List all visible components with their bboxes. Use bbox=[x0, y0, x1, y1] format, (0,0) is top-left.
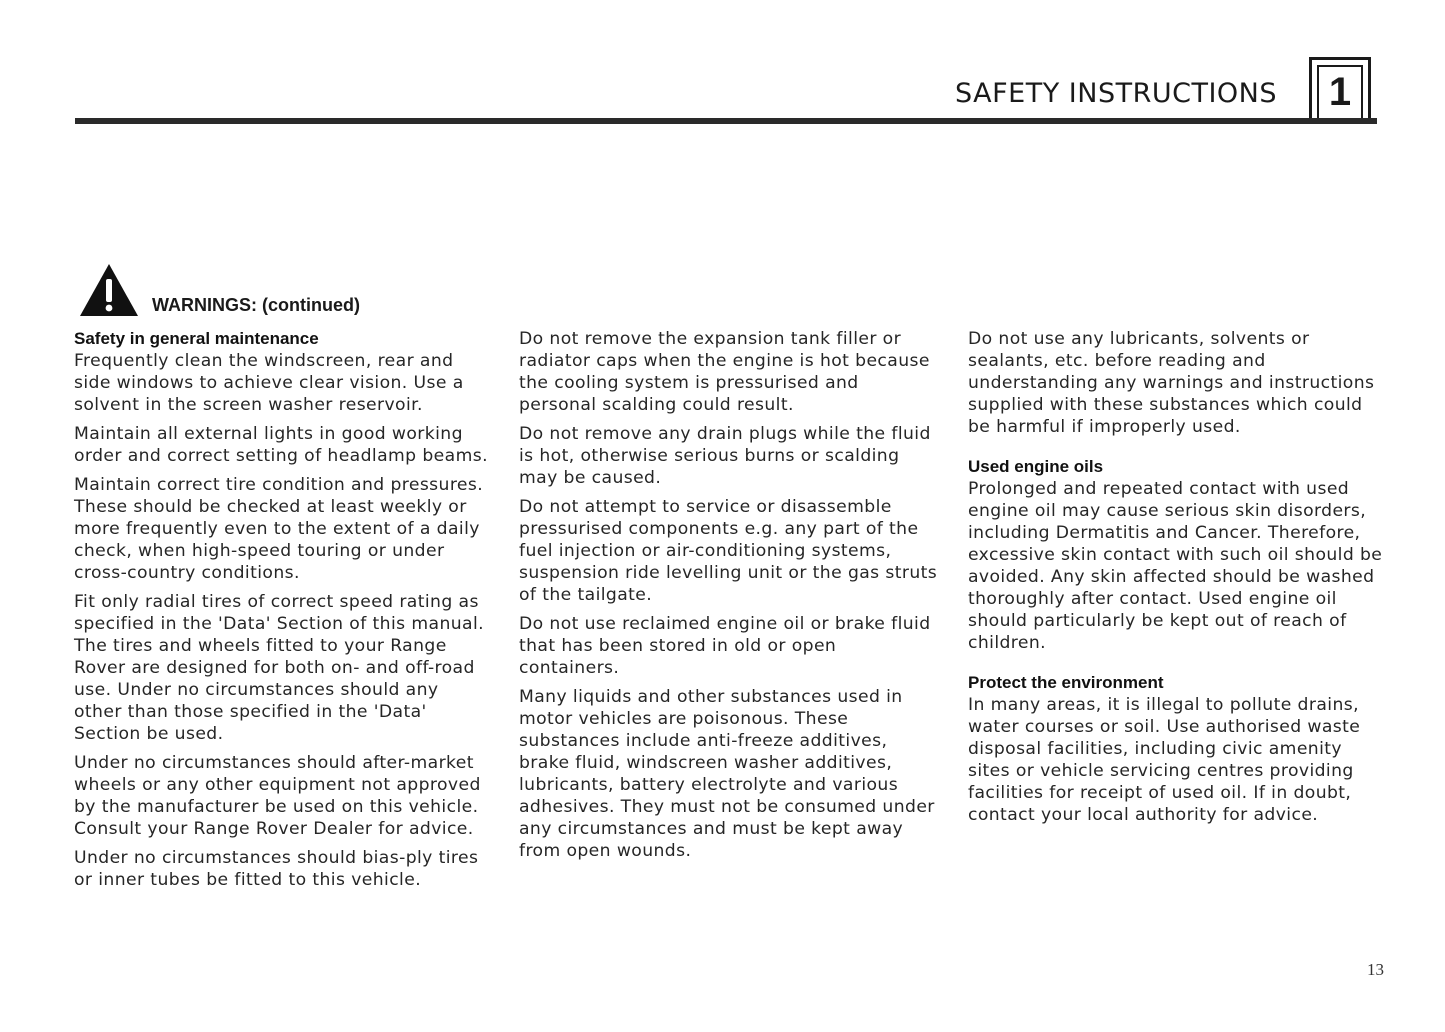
paragraph: Do not use any lubricants, solvents or sealants, etc. before reading and understanding any warnings and instructions supplied with these substances which could be harmful if improperly used. bbox=[968, 329, 1375, 437]
warning-triangle-icon bbox=[78, 262, 140, 318]
chapter-number-box bbox=[1309, 57, 1371, 118]
lubricants-section bbox=[968, 328, 1398, 438]
chapter-number: 1 bbox=[1317, 65, 1363, 118]
section-title: SAFETY INSTRUCTIONS bbox=[955, 78, 1277, 109]
paragraph: Prolonged and repeated contact with used engine oil may cause serious skin disorders, including Dermatitis and Cancer. Therefore, excessive skin contact with such oil should be avoided. Any skin affected should be washed thoroughly after contact. Used engine oil should particularly be kept out of reach of children. bbox=[968, 479, 1383, 653]
environment-heading: Protect the environment bbox=[968, 673, 1164, 692]
column-oils-environment bbox=[968, 328, 1398, 844]
paragraph: Maintain correct tire condition and pressures. These should be checked at least weekly or more frequently even to the extent of a daily check, when high-speed touring or under cross-country conditions. bbox=[74, 475, 484, 583]
paragraph: Maintain all external lights in good working order and correct setting of headlamp beams. bbox=[74, 424, 488, 466]
paragraph: Frequently clean the windscreen, rear and side windows to achieve clear vision. Use a solvent in the screen washer reservoir. bbox=[74, 351, 464, 415]
header-rule bbox=[75, 118, 1377, 124]
paragraph: Many liquids and other substances used in motor vehicles are poisonous. These substances include anti-freeze additives, brake fluid, windscreen washer additives, lubricants, battery electrolyte and various adhesives. They must not be consumed under any circumstances and must be kept away from open wounds. bbox=[519, 687, 935, 861]
used-oils-section bbox=[968, 456, 1398, 654]
page-number: 13 bbox=[1367, 960, 1384, 979]
warning-heading bbox=[78, 262, 360, 318]
warning-label: WARNINGS: (continued) bbox=[152, 295, 360, 315]
paragraph: In many areas, it is illegal to pollute drains, water courses or soil. Use authorised waste disposal facilities, including civic amenity sites or vehicle servicing centres providing facilities for receipt of used oil. If in doubt, contact your local authority for advice. bbox=[968, 695, 1361, 825]
paragraph: Fit only radial tires of correct speed rating as specified in the 'Data' Section of this manual. The tires and wheels fitted to your Range Rover are designed for both on- and off-road use. Under no circumstances should any other than those specified in the 'Data' Section be used. bbox=[74, 592, 484, 744]
paragraph: Do not attempt to service or disassemble pressurised components e.g. any part of the fuel injection or air-conditioning systems, suspension ride levelling unit or the gas struts of the tailgate. bbox=[519, 497, 938, 605]
column-general-maintenance bbox=[74, 328, 504, 898]
paragraph: Do not remove the expansion tank filler or radiator caps when the engine is hot because the cooling system is pressurised and personal scalding could result. bbox=[519, 329, 930, 415]
environment-section bbox=[968, 672, 1398, 826]
paragraph: Do not use reclaimed engine oil or brake fluid that has been stored in old or open containers. bbox=[519, 614, 931, 678]
paragraph: Under no circumstances should bias-ply tires or inner tubes be fitted to this vehicle. bbox=[74, 848, 479, 890]
general-maintenance-heading: Safety in general maintenance bbox=[74, 329, 319, 348]
paragraph: Do not remove any drain plugs while the fluid is hot, otherwise serious burns or scalding may be caused. bbox=[519, 424, 931, 488]
paragraph: Under no circumstances should after-market wheels or any other equipment not approved by the manufacturer be used on this vehicle. Consult your Range Rover Dealer for advice. bbox=[74, 753, 481, 839]
column-hot-fluids bbox=[519, 328, 949, 869]
used-oils-heading: Used engine oils bbox=[968, 457, 1104, 476]
